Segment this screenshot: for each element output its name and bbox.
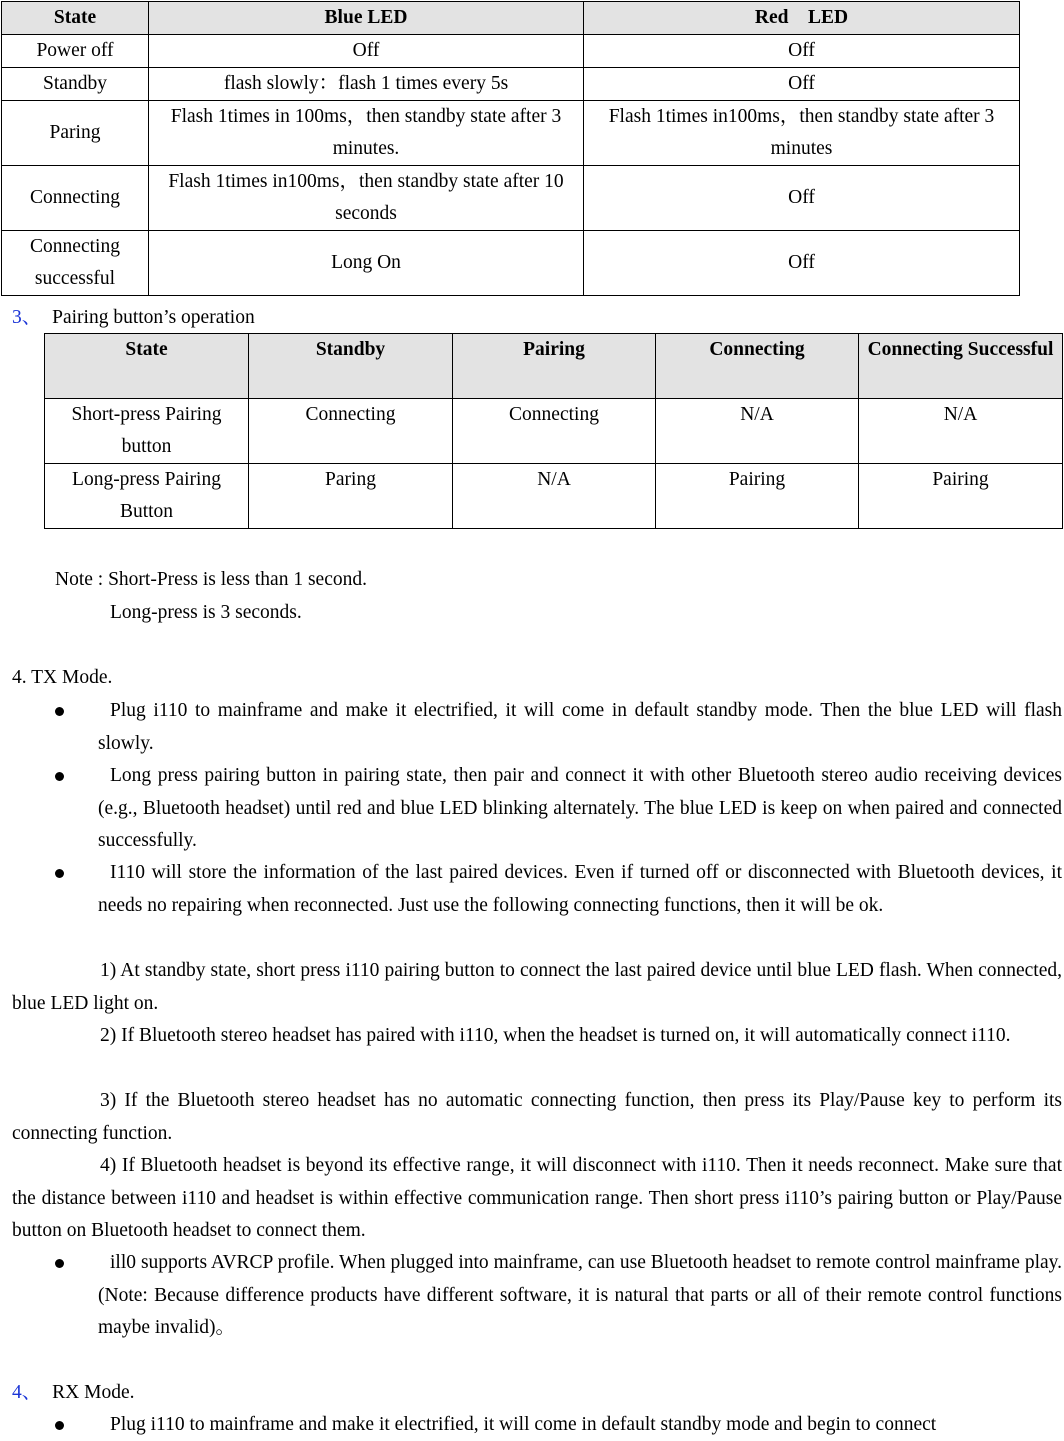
tx-step-3: 3) If the Bluetooth stereo headset has no automatic connecting function, then press its Play/Pause key to perform its connecting function. [12, 1090, 1062, 1144]
bullet-text: Plug i110 to mainframe and make it electrified, it will come in default standby mode. Then the blue LED will flash slowly. [98, 700, 1062, 754]
table-cell: Long-press Pairing Button [45, 464, 249, 529]
rx-mode-heading [12, 1377, 134, 1409]
table-cell: Flash 1times in100ms，then standby state after 10 seconds [149, 166, 584, 231]
note-line-2: Long-press is 3 seconds. [110, 602, 302, 623]
table-row [45, 399, 1063, 464]
table-header-cell: State [45, 334, 249, 399]
table-header-cell: Standby [249, 334, 453, 399]
table-header-cell: Blue LED [149, 2, 584, 35]
table-cell: N/A [453, 464, 656, 529]
table-cell: Off [584, 166, 1020, 231]
table-cell: Connecting [249, 399, 453, 464]
table-cell: Connecting successful [2, 231, 149, 296]
table-header-cell: Connecting [656, 334, 859, 399]
tx-bullet-4 [98, 1247, 1062, 1345]
table-cell: flash slowly：flash 1 times every 5s [149, 68, 584, 101]
table-cell: Pairing [656, 464, 859, 529]
section-3-heading [12, 302, 255, 334]
table-cell: Connecting [453, 399, 656, 464]
tx-mode-heading: 4. TX Mode. [12, 667, 113, 688]
tx-bullet-3 [98, 857, 1062, 922]
table-header-row [2, 2, 1020, 35]
table-cell: Off [584, 231, 1020, 296]
table-row [2, 35, 1020, 68]
bullet-dot [55, 1421, 64, 1430]
table-row [2, 101, 1020, 166]
table-cell: Flash 1times in 100ms，then standby state after 3 minutes. [149, 101, 584, 166]
section-title: RX Mode. [52, 1382, 135, 1403]
table-row [2, 68, 1020, 101]
bullet-text: ill0 supports AVRCP profile. When plugged into mainframe, can use Bluetooth headset to remote control mainframe play. (Note: Because difference products have different software, it is natural that parts or all of their remote control functions maybe invalid)。 [98, 1252, 1062, 1338]
table-header-cell: Connecting Successful [859, 334, 1063, 399]
tx-bullet-2 [98, 760, 1062, 858]
bullet-dot [55, 772, 64, 781]
table-cell: Off [584, 35, 1020, 68]
bullet-text: Plug i110 to mainframe and make it electrified, it will come in default standby mode and begin to connect [110, 1414, 937, 1435]
tx-step-4: 4) If Bluetooth headset is beyond its effective range, it will disconnect with i110. Then it needs reconnect. Make sure that the distance between i110 and headset is within effective communication range. Then short press i110’s pairing button or Play/Pause button on Bluetooth headset to connect them. [12, 1155, 1062, 1241]
bullet-dot [55, 869, 64, 878]
table-cell: Standby [2, 68, 149, 101]
tx-step-1: 1) At standby state, short press i110 pairing button to connect the last paired device until blue LED flash. When connected, blue LED light on. [12, 960, 1062, 1014]
table-cell: Paring [249, 464, 453, 529]
section-number: 3、 [12, 307, 42, 328]
bullet-dot [55, 1259, 64, 1268]
table-cell: N/A [859, 399, 1063, 464]
section-number: 4、 [12, 1382, 42, 1403]
tx-step-2: 2) If Bluetooth stereo headset has paired with i110, when the headset is turned on, it will automatically connect i110. [100, 1025, 1011, 1046]
table-header-cell: State [2, 2, 149, 35]
table-header-cell: Pairing [453, 334, 656, 399]
bullet-dot [55, 707, 64, 716]
table-cell: Flash 1times in100ms，then standby state after 3 minutes [584, 101, 1020, 166]
table-cell: Long On [149, 231, 584, 296]
table-row [2, 166, 1020, 231]
table-header-row [45, 334, 1063, 399]
table-cell: Connecting [2, 166, 149, 231]
table-header-cell: Red LED [584, 2, 1020, 35]
table-cell: Pairing [859, 464, 1063, 529]
table-row [45, 464, 1063, 529]
note-line-1: Note : Short-Press is less than 1 second. [55, 569, 367, 590]
bullet-text: Long press pairing button in pairing state, then pair and connect it with other Bluetooth stereo audio receiving devices (e.g., Bluetooth headset) until red and blue LED blinking alternately. The blue LED is keep on when paired and connected successfully. [98, 765, 1062, 851]
bullet-text: I110 will store the information of the last paired devices. Even if turned off or disconnected with Bluetooth devices, it needs no repairing when reconnected. Just use the following connecting functions, then it will be ok. [98, 862, 1062, 916]
pairing-operation-table [44, 333, 1063, 529]
table-cell: N/A [656, 399, 859, 464]
table-cell: Paring [2, 101, 149, 166]
rx-bullet-1 [98, 1409, 1062, 1441]
table-cell: Off [584, 68, 1020, 101]
table-cell: Off [149, 35, 584, 68]
led-status-table [1, 1, 1020, 296]
tx-bullet-1 [98, 695, 1062, 760]
table-row [2, 231, 1020, 296]
section-title: Pairing button’s operation [52, 307, 255, 328]
table-cell: Short-press Pairing button [45, 399, 249, 464]
table-cell: Power off [2, 35, 149, 68]
